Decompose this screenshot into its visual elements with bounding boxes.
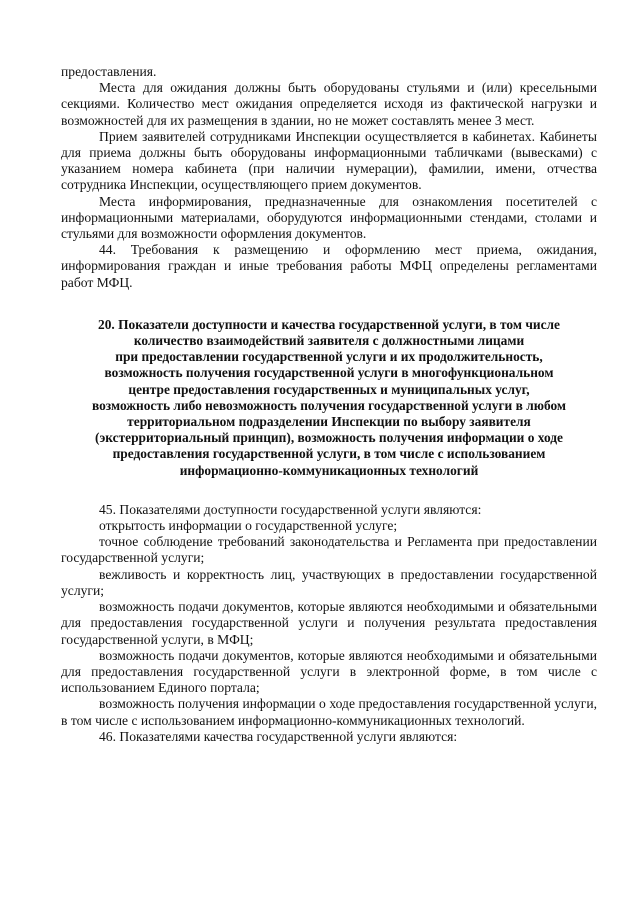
- heading-line: центре предоставления государственных и муниципальных услуг,: [128, 381, 530, 397]
- paragraph: Прием заявителей сотрудниками Инспекции осуществляется в кабинетах. Кабинеты для приема должны быть оборудованы информационными табличками (вывесками) с указанием номера кабинета (при наличии нумерации), фамилии, имени, отчества сотрудника Инспекции, осуществляющего прием документов.: [61, 128, 597, 193]
- paragraph: открытость информации о государственной услуге;: [99, 518, 398, 534]
- paragraph: точное соблюдение требований законодательства и Регламента при предоставлении государственной услуги;: [61, 534, 597, 566]
- heading-line: территориальном подразделении Инспекции по выбору заявителя: [127, 414, 531, 430]
- paragraph: 45. Показателями доступности государственной услуги являются:: [99, 501, 482, 517]
- paragraph: возможность получения информации о ходе предоставления государственной услуги, в том числе с использованием информационно-коммуникационных технологий.: [61, 696, 597, 728]
- heading-line: (экстерриториальный принцип), возможность получения информации о ходе: [95, 430, 563, 446]
- heading-line: количество взаимодействий заявителя с должностными лицами: [133, 333, 525, 349]
- heading-line: при предоставлении государственной услуги и их продолжительность,: [115, 349, 543, 365]
- paragraph: Места для ожидания должны быть оборудованы стульями и (или) кресельными секциями. Количество мест ожидания определяется исходя из фактической нагрузки и возможностей для их размещения в здании, но не может составлять менее 3 мест.: [61, 80, 597, 128]
- heading-line: предоставления государственной услуги, в том числе с использованием: [112, 446, 546, 462]
- paragraph: Места информирования, предназначенные для ознакомления посетителей с информационными материалами, оборудуются информационными стендами, столами и стульями для возможности оформления документов.: [61, 193, 597, 242]
- heading-line: информационно-коммуникационных технологий: [179, 462, 479, 478]
- section-heading: [61, 317, 597, 479]
- paragraph: возможность подачи документов, которые являются необходимыми и обязательными для предоставления государственной услуги и получения результата предоставления государственной услуги, в МФЦ;: [61, 599, 597, 647]
- heading-line: возможность либо невозможность получения государственной услуги в любом: [91, 397, 567, 413]
- paragraph: 44. Требования к размещению и оформлению мест приема, ожидания, информирования граждан и иные требования работы МФЦ определены регламентами работ МФЦ.: [61, 242, 597, 290]
- paragraph: вежливость и корректность лиц, участвующих в предоставлении государственной услуги;: [61, 566, 597, 598]
- heading-line: возможность получения государственной услуги в многофункциональном: [104, 365, 554, 381]
- paragraph: возможность подачи документов, которые являются необходимыми и обязательными для предоставления государственной услуги в электронной форме, в том числе с использованием Единого портала;: [61, 647, 597, 696]
- heading-line: 20. Показатели доступности и качества государственной услуги, в том числе: [98, 316, 560, 332]
- paragraph: предоставления.: [61, 64, 157, 79]
- paragraph: 46. Показателями качества государственной услуги являются:: [99, 728, 458, 744]
- document-page: [61, 64, 597, 745]
